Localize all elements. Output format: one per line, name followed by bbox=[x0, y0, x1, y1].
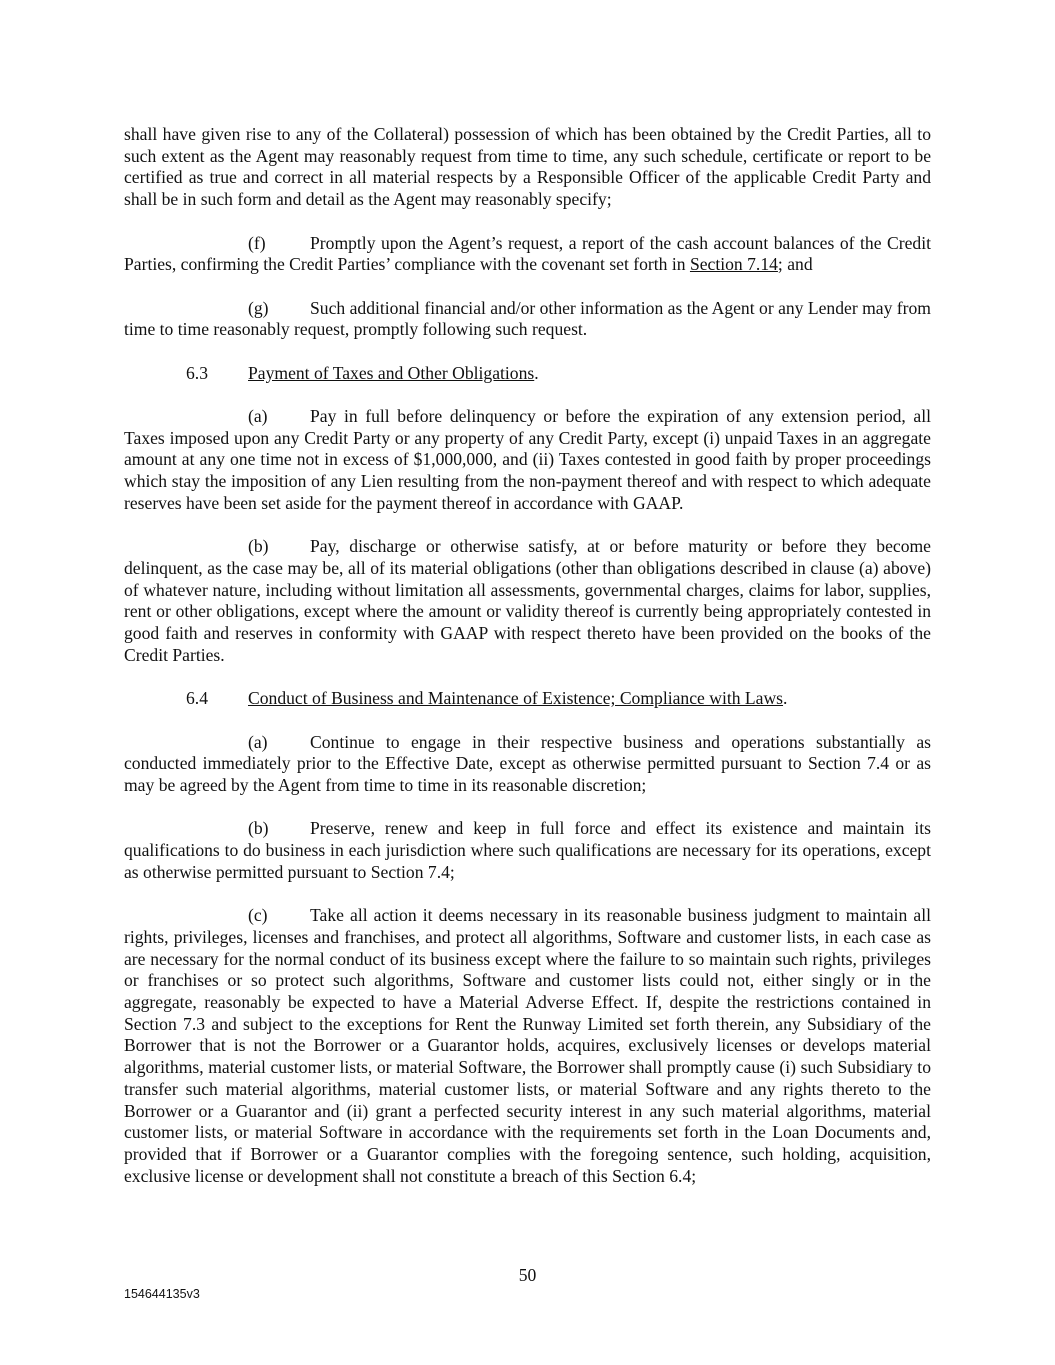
clause-g-text: Such additional financial and/or other information as the Agent or any Lender may from time to time reasonably request, promptly following such request. bbox=[124, 297, 931, 340]
section-6-3-a-label: (a) bbox=[248, 406, 268, 427]
section-6-3-clause-a bbox=[124, 406, 931, 515]
section-6-4-title-end: . bbox=[783, 688, 788, 709]
section-6-4-heading bbox=[124, 688, 931, 710]
document-id: 154644135v3 bbox=[124, 1287, 200, 1301]
document-page bbox=[124, 124, 931, 1209]
clause-f-label: (f) bbox=[248, 232, 266, 253]
section-6-3-a-text: Pay in full before delinquency or before the expiration of any extension period, all Taxes imposed upon any Credit Party or any property of any Credit Party, except (i) unpaid Taxes in an aggregate amount at any one time not in excess of $1,000,000, and (ii) Taxes contested in good faith by proper proceedings which stay the imposition of any Lien resulting from the non-payment thereof and with respect to which adequate reserves have been set aside for the payment thereof in accordance with GAAP. bbox=[124, 406, 931, 513]
section-6-4-clause-c bbox=[124, 905, 931, 1187]
section-6-3-b-label: (b) bbox=[248, 536, 269, 557]
section-6-3-title: Payment of Taxes and Other Obligations bbox=[248, 362, 535, 383]
section-6-4-title: Conduct of Business and Maintenance of Existence; Compliance with Laws bbox=[248, 688, 784, 709]
section-6-3-title-end: . bbox=[534, 362, 539, 383]
section-6-4-clause-a bbox=[124, 732, 931, 797]
intro-paragraph: shall have given rise to any of the Collateral) possession of which has been obtained by the Credit Parties, all to such extent as the Agent may reasonably request from time to time, any such schedule, certificate or report to be certified as true and correct in all material respects by a Responsible Officer of the applicable Credit Party and shall be in such form and detail as the Agent may reasonably specify; bbox=[124, 124, 931, 210]
page-number: 50 bbox=[518, 1265, 537, 1285]
clause-f-text: Promptly upon the Agent’s request, a report of the cash account balances of the Credit Parties, confirming the Credit Parties’ compliance with the covenant set forth in bbox=[124, 232, 931, 275]
section-6-3-b-text: Pay, discharge or otherwise satisfy, at or before maturity or before they become delinquent, as the case may be, all of its material obligations (other than obligations described in clause (a) above) of whatever nature, including without limitation all assessments, governmental charges, claims for labor, supplies, rent or other obligations, except where the amount or validity thereof is currently being appropriately contested in good faith and reserves in conformity with GAAP with respect thereto have been provided on the books of the Credit Parties. bbox=[124, 536, 931, 665]
clause-g bbox=[124, 298, 931, 341]
section-6-4-a-label: (a) bbox=[248, 731, 268, 752]
section-6-4-number: 6.4 bbox=[186, 688, 208, 709]
section-6-4-clause-b bbox=[124, 818, 931, 883]
section-6-4-a-text: Continue to engage in their respective business and operations substantially as conducted immediately prior to the Effective Date, except as otherwise permitted pursuant to Section 7.4 or as may be agreed by the Agent from time to time in its reasonable discretion; bbox=[124, 731, 931, 795]
section-6-4-c-label: (c) bbox=[248, 905, 268, 926]
section-6-3-clause-b bbox=[124, 536, 931, 666]
clause-f-text-end: ; and bbox=[777, 254, 813, 275]
section-6-3-number: 6.3 bbox=[186, 362, 208, 383]
section-6-4-c-text: Take all action it deems necessary in its reasonable business judgment to maintain all rights, privileges, licenses and franchises, and protect all algorithms, Software and customer lists, in each case as are necessary for the normal conduct of its business except where the failure to so maintain such rights, privileges or franchises or so protect such algorithms, Software and customer lists could not, either singly or in the aggregate, reasonably be expected to have a Material Adverse Effect. If, despite the restrictions contained in Section 7.3 and subject to the exceptions for Rent the Runway Limited set forth therein, any Subsidiary of the Borrower that is not the Borrower or a Guarantor holds, acquires, exclusively licenses or develops material algorithms, material customer lists, or material Software, the Borrower shall promptly cause (i) such Subsidiary to transfer such material algorithms, material customer lists, or material Software and any rights thereto to the Borrower or a Guarantor and (ii) grant a perfected security interest in any such material algorithms, material customer lists, or material Software in accordance with the requirements set forth in the Loan Documents and, provided that if Borrower or a Guarantor complies with the foregoing sentence, such holding, acquisition, exclusive license or development shall not constitute a breach of this Section 6.4; bbox=[124, 905, 931, 1186]
section-6-4-b-text: Preserve, renew and keep in full force and effect its existence and maintain its qualifications to do business in each jurisdiction where such qualifications are necessary for its operations, except as otherwise permitted pursuant to Section 7.4; bbox=[124, 818, 931, 882]
clause-g-label: (g) bbox=[248, 297, 269, 318]
clause-f bbox=[124, 233, 931, 276]
section-6-4-b-label: (b) bbox=[248, 818, 269, 839]
section-7-14-reference: Section 7.14 bbox=[689, 254, 778, 275]
section-6-3-heading bbox=[124, 363, 931, 385]
